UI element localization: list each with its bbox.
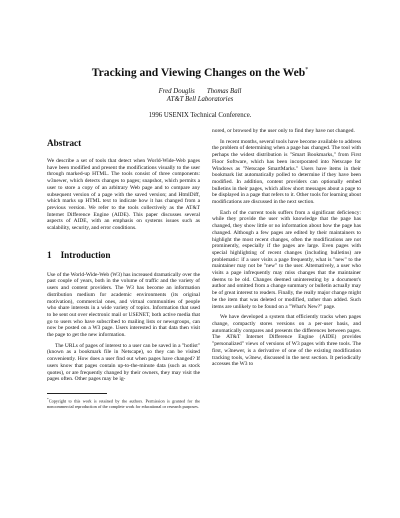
intro-paragraph: Use of the World-Wide-Web (W3) has increased dramatically over the past couple of years, both in the volume of traffic and the variety of users and content providers. The W3 has become an information distribution medium for academic environments (its original motivation), commercial ones, and virtual communities of people who share interests in a wide variety of topics. Information that used to be sent out over electronic mail or USENET, both active media that go to users who have subscribed to mailing lists or newsgroups, can now be posted on a W3 page. Users interested in that data then visit the page to get the new information. xyxy=(47,271,200,339)
author-names xyxy=(0,88,400,96)
footnote-text: Copyright to this work is retained by the authors. Permission is granted for the noncommercial reproduction of the complete work for educational or research purposes. xyxy=(47,398,200,409)
intro-paragraph: The URLs of pages of interest to a user can be saved in a "hotlist" (known as a bookmark file in Netscape), so they can be visited conveniently. How does a user find out when pages have changed? If users know that pages contain up-to-the-minute data (such as stock quotes), or are frequently changed by their owners, they may visit the pages often. Other pages may be ig- xyxy=(47,342,200,383)
author-block xyxy=(0,88,400,105)
body-paragraph: Each of the current tools suffers from a significant deficiency: while they provide the user with knowledge that the page has changed, they show little or no information about how the page has changed. Although a few pages are edited by their maintainers to highlight the most recent changes, often the modifications are not prominently, especially if the pages are large. Even pages with special highlighting of recent changes (including bulletins) are problematic: if a user visits a page frequently, what is "new" to the maintainer may not be "new" to the user. Alternatively, a user who visits a page infrequently may miss changes that the maintainer deems to be old. Changes deemed uninteresting by a document's author and omitted from a change summary or bulletin actually may be of great interest to readers. Finally, the really major change might be the item that was deleted or modified, rather than added. Such items are unlikely to be found on a "What's New?" page. xyxy=(212,209,361,310)
body-paragraph: We have developed a system that efficiently tracks when pages change, compactly stores versions on a per-user basis, and automatically compares and presents the differences between pages. The AT&T Internet Difference Engine (AIDE) provides "personalized" views of versions of W3 pages with three tools. The first, w3newer, is a derivative of one of the existing modification tracking tools, w3new, discussed in the next section. It periodically accesses the W3 to xyxy=(212,314,361,368)
title-footnote-mark: * xyxy=(305,67,309,73)
introduction-heading xyxy=(47,250,200,261)
author-name: Fred Douglis xyxy=(158,88,195,95)
abstract-text: We describe a set of tools that detect when World-Wide-Web pages have been modified and present the modifications visually to the user through marked-up HTML. The tools consist of three components: w3newer, which detects changes to pages; snapshot, which permits a user to store a copy of an arbitrary Web page and to compare any subsequent version of a page with the saved version; and HtmlDiff, which marks up HTML text to indicate how it has changed from a previous version. We refer to the tools collectively as the AT&T Internet Difference Engine (AIDE). This paper discusses several aspects of AIDE, with an emphasis on systems issues such as scalability, security, and error conditions. xyxy=(47,158,200,232)
title-text: Tracking and Viewing Changes on the Web xyxy=(91,65,306,79)
paper-title xyxy=(0,63,400,80)
conference-line: 1996 USENIX Technical Conference. xyxy=(148,112,252,119)
footnote-mark: * xyxy=(47,396,49,401)
abstract-heading: Abstract xyxy=(47,138,82,148)
body-paragraph: nored, or browsed by the user only to find they have not changed. xyxy=(212,128,355,134)
body-paragraph: In recent months, several tools have become available to address the problem of determining when a page has changed. The tool with perhaps the widest distribution is "Smart Bookmarks," from First Floor Software, which has been incorporated into Netscape for Windows as "Netscape SmartMarks." Users have items in their bookmark list automatically polled to determine if they have been modified. In addition, content providers can optionally embed bulletins in their pages, which allow short messages about a page to be displayed in a page that refers to it. Other tools for learning about modifications are discussed in the next section. xyxy=(212,138,361,206)
section-number: 1 xyxy=(47,249,52,260)
affiliation: AT&T Bell Laboratories xyxy=(166,96,234,104)
section-title: Introduction xyxy=(60,249,111,260)
footnote xyxy=(47,397,200,409)
left-column xyxy=(47,128,200,409)
footnote-rule xyxy=(47,393,107,394)
right-column xyxy=(212,128,361,368)
author-name: Thomas Ball xyxy=(206,88,242,95)
